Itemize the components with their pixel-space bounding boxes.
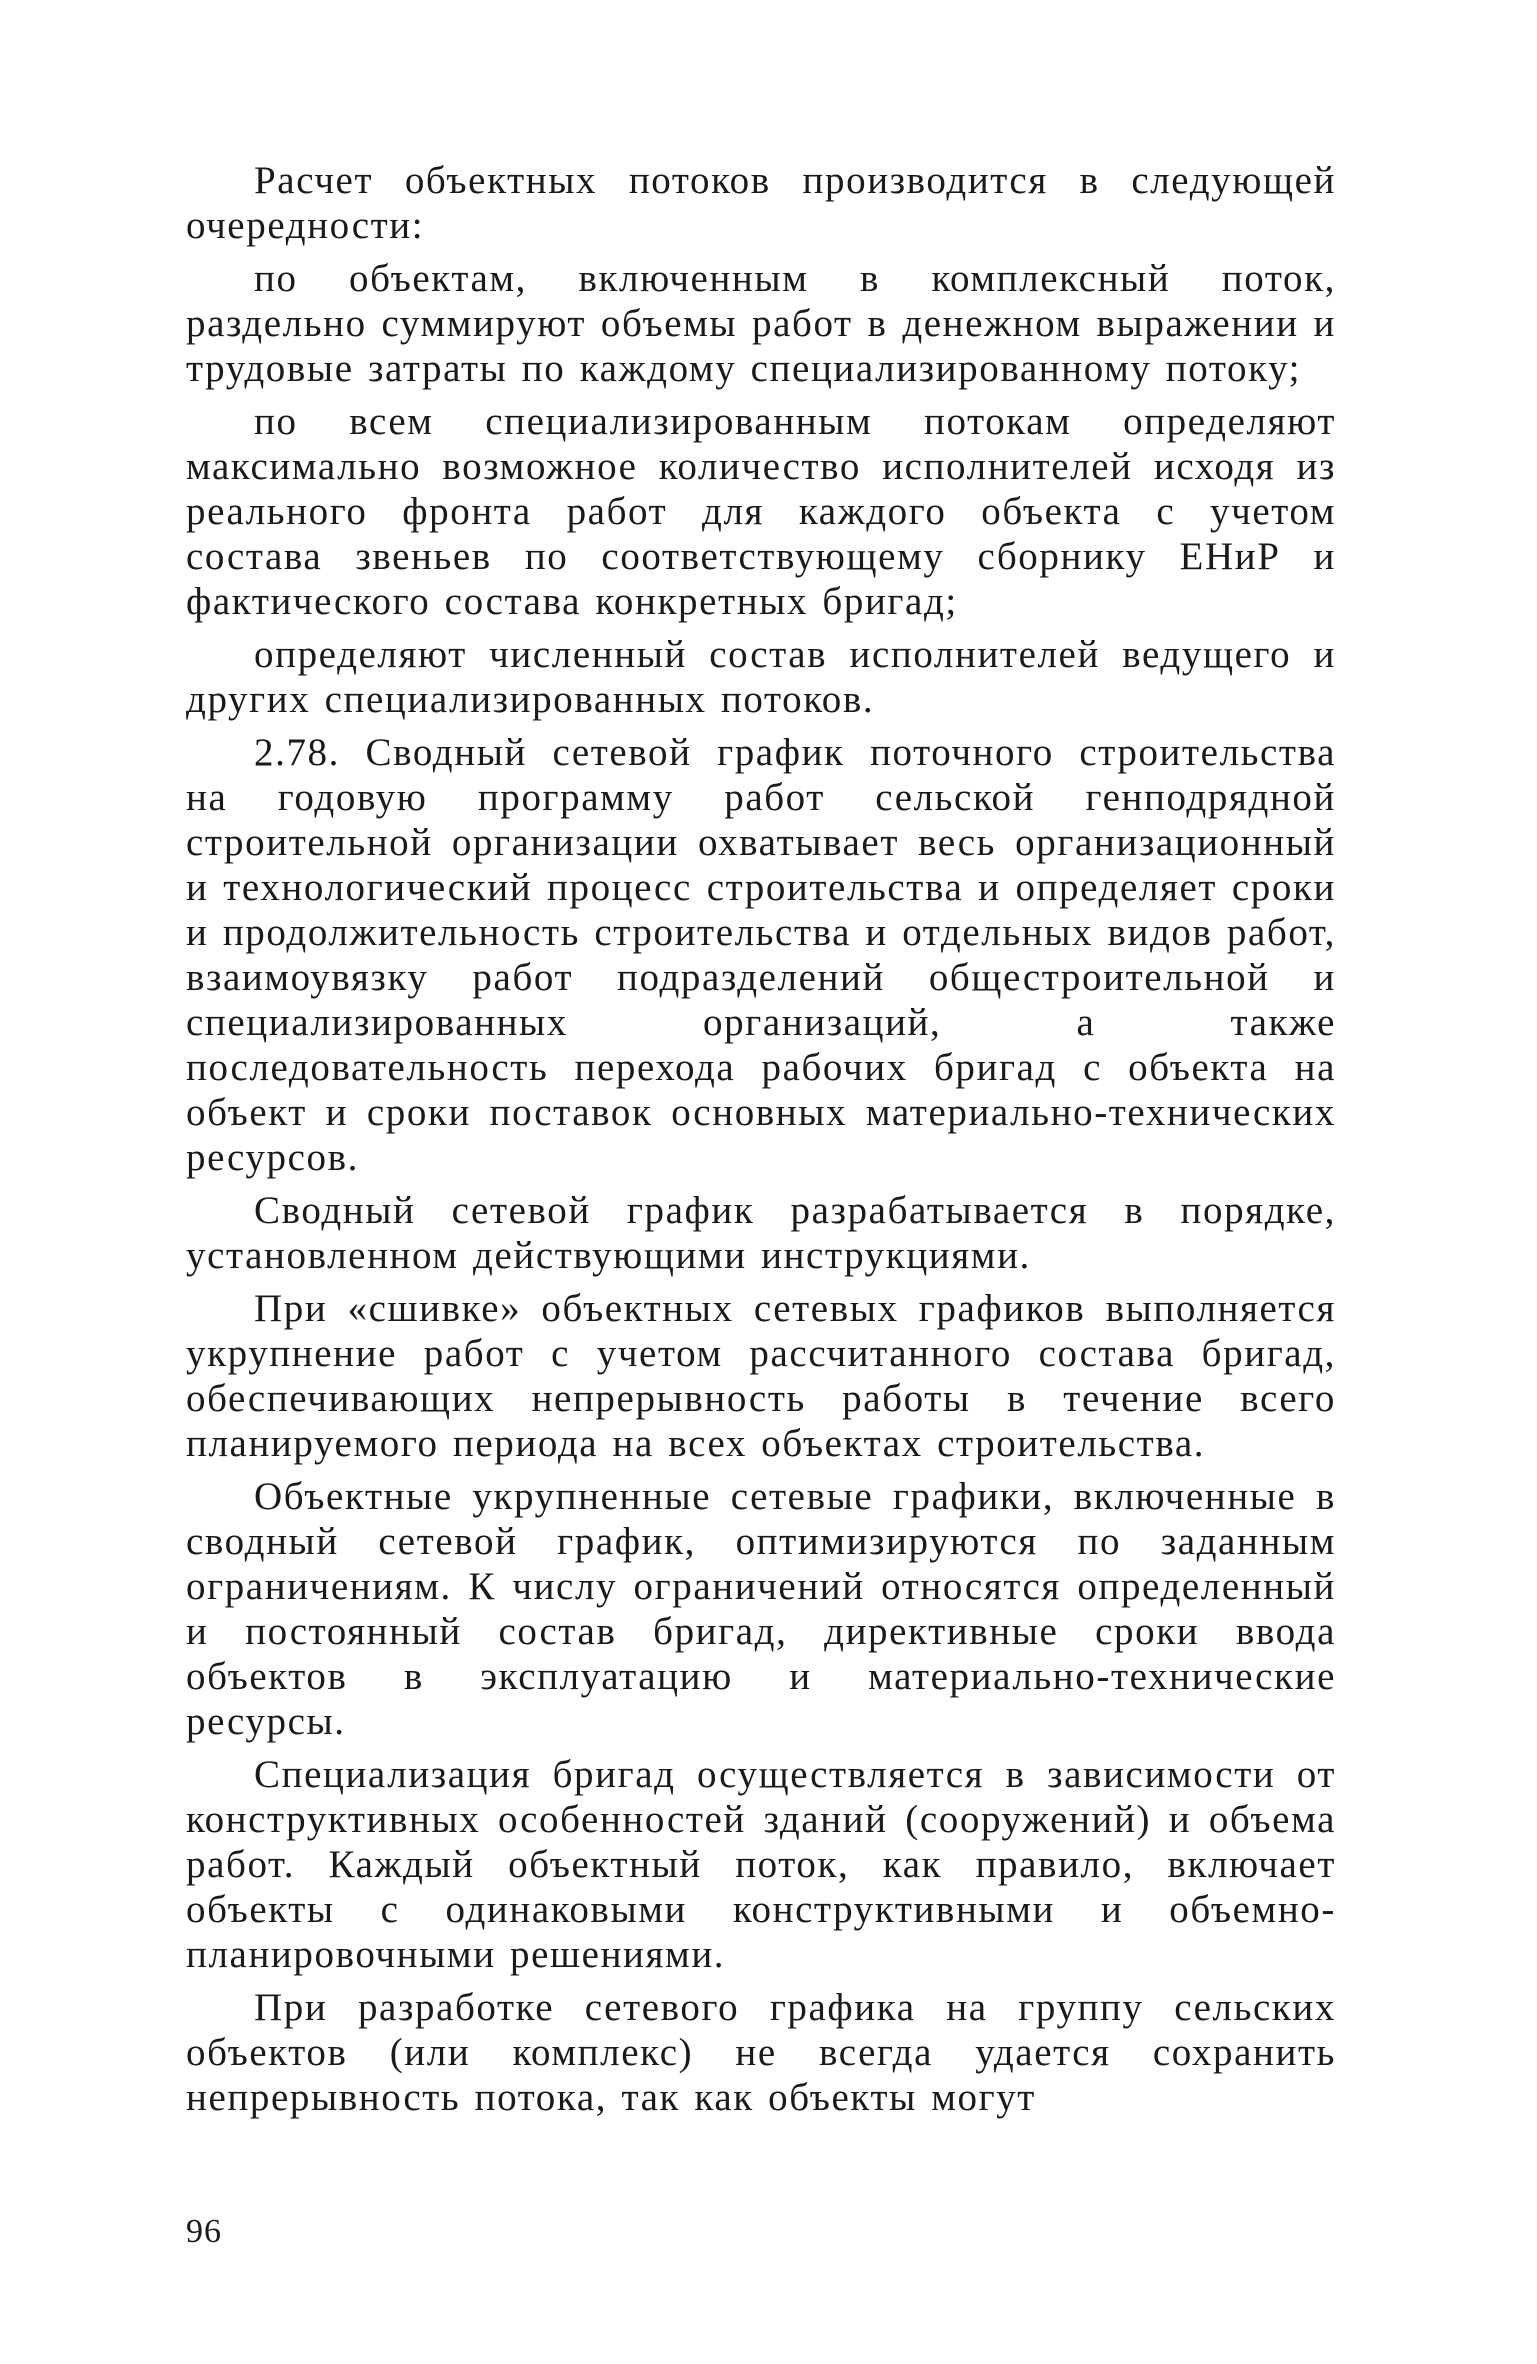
paragraph-optimization: Объектные укрупненные сетевые графики, включенные в сводный сетевой график, оптимизируются по заданным ограничениям. К числу ограничений относятся определенный и постоянный состав бригад, директивные сроки ввода объектов в эксплуатацию и материально-технические ресурсы. [186, 1475, 1336, 1743]
paragraph-section-2-78: 2.78. Сводный сетевой график поточного строительства на годовую программу работ сельской генподрядной строительной организации охватывает весь организационный и технологический процесс строительства и определяет сроки и продолжительность строительства и отдельных видов работ, взаимоувязку работ подразделений общестроительной и специализированных организаций, а также последовательность перехода рабочих бригад с объекта на объект и сроки поставок основных материально-технических ресурсов. [186, 731, 1336, 1179]
paragraph-rural-objects: При разработке сетевого графика на группу сельских объектов (или комплекс) не всегда удается сохранить непрерывность потока, так как объекты могут [186, 1986, 1336, 2119]
paragraph-stitching: При «сшивке» объектных сетевых графиков выполняется укрупнение работ с учетом рассчитанного состава бригад, обеспечивающих непрерывность работы в течение всего планируемого периода на всех объектах строительства. [186, 1287, 1336, 1465]
paragraph-workforce: определяют численный состав исполнителей ведущего и других специализированных потоков. [186, 633, 1336, 721]
paragraph-by-objects: по объектам, включенным в комплексный поток, раздельно суммируют объемы работ в денежном выражении и трудовые затраты по каждому специализированному потоку; [186, 257, 1336, 390]
body-text [186, 158, 1336, 2128]
paragraph-calculation-order: Расчет объектных потоков производится в следующей очередности: [186, 159, 1336, 247]
page-number: 96 [186, 2213, 222, 2250]
paragraph-summary-schedule: Сводный сетевой график разрабатывается в порядке, установленном действующими инструкциями. [186, 1189, 1336, 1277]
paragraph-specialization: Специализация бригад осуществляется в зависимости от конструктивных особенностей зданий (сооружений) и объема работ. Каждый объектный поток, как правило, включает объекты с одинаковыми конструктивными и объемно-планировочными решениями. [186, 1753, 1336, 1976]
paragraph-specialized-flows: по всем специализированным потокам определяют максимально возможное количество исполнителей исходя из реального фронта работ для каждого объекта с учетом состава звеньев по соответствующему сборнику ЕНиР и фактического состава конкретных бригад; [186, 400, 1336, 623]
